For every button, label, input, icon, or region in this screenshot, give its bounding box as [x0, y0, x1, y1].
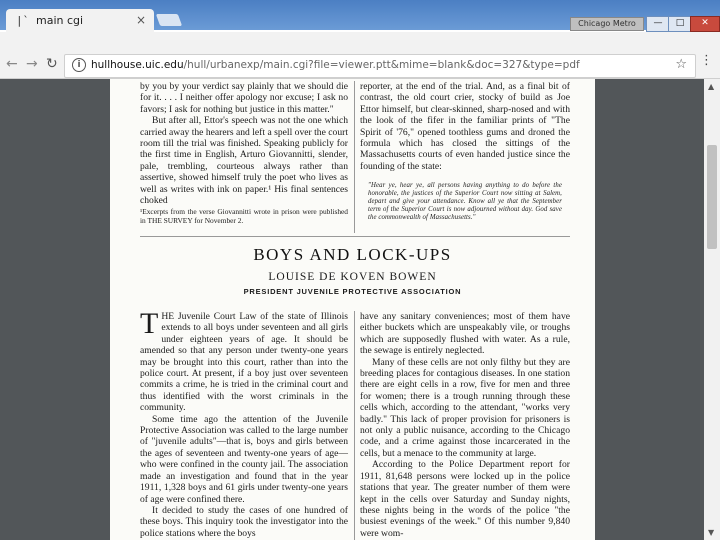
vertical-scrollbar[interactable] — [704, 79, 720, 540]
pdf-page — [110, 79, 595, 540]
drop-cap: T — [140, 307, 159, 340]
pdf-viewer[interactable] — [0, 79, 704, 540]
left-para-2: But after all, Ettor's speech was not the one which carried away the hearers and left a spell over the court room till the trial was finished. Speaking publicly for the first time in English, Arturo Giovannitti, slender, pale, trembling, courteous always rather than assertive, showed himself truly the poet who lives as well as writes with ink on paper.¹ His final sentences choked — [140, 115, 348, 207]
bookmark-star-icon[interactable]: ☆ — [675, 57, 687, 72]
article-left-column — [140, 307, 348, 539]
reload-button[interactable]: ↻ — [46, 56, 58, 72]
window-titlebar — [0, 0, 720, 30]
info-icon[interactable]: i — [72, 58, 86, 72]
maximize-button[interactable]: □ — [668, 16, 692, 32]
close-window-button[interactable]: ✕ — [690, 16, 720, 32]
section-rule — [140, 236, 570, 237]
tab-close-icon[interactable]: × — [135, 13, 146, 27]
court-proclamation-quote: "Hear ye, hear ye, all persons having anything to do before the honorable, the justices of the Superior Court now sitting at Salem, depart and give your attendance. Know all ye that the September term of the Superior Court is now adjourned without day. God save the commonwealth of Massachusetts." — [368, 182, 562, 222]
profile-button[interactable]: Chicago Metro — [570, 17, 644, 31]
back-button[interactable]: ← — [6, 56, 18, 72]
browser-menu-icon[interactable]: ⋮ — [700, 53, 713, 68]
right-para-1: reporter, at the end of the trial. And, as a final bit of contrast, the old court crier, stocky of build as Joe Ettor himself, but clear-skinned, sharp-nosed and with the look of the fifer in the familiar prints of "The Spirit of '76," opened toothless gums and droned the formula which has closed the sittings of the Massachusetts courts of even handed justice since the founding of the state: — [360, 81, 570, 172]
column-divider-top — [354, 81, 355, 233]
forward-button[interactable]: → — [26, 56, 38, 72]
left-para-1: by you by your verdict say plainly that we should die for it. . . . I neither offer apology nor excuse; I ask no favors; I ask for nothing but justice in this matter." — [140, 81, 348, 115]
tab-title: main cgi — [36, 14, 84, 27]
article-author: LOUISE DE KOVEN BOWEN — [268, 271, 437, 283]
right-column-top — [360, 81, 570, 222]
address-bar[interactable] — [64, 54, 696, 78]
scrollbar-thumb[interactable] — [707, 145, 717, 249]
scroll-down-icon[interactable]: ▼ — [708, 528, 715, 537]
article-para-6: According to the Police Department report for 1911, 81,648 persons were locked up in the police stations that year. The greater number of them were kept in the cells over Saturday and Sunday nights, these nights being in the words of the police "the busiest evenings of the week." Of this number 9,840 were wom- — [360, 459, 570, 539]
left-footnote: ¹Excerpts from the verse Giovannitti wrote in prison were published in THE SURVEY for November 2. — [140, 207, 348, 226]
article-para-5: Many of these cells are not only filthy but they are breeding places for contagious diseases. In one station there are eight cells in a row, five for men and three for women; there is a trough running through these cells which, according to the attendant, "works very badly." This lack of proper provision for prisoners is not only a public nuisance, according to the Chicago code, and a crime against those incarcerated in the cells, but a menace to the community at large. — [360, 356, 570, 459]
left-column-top — [140, 81, 348, 226]
article-para-2: Some time ago the attention of the Juvenile Protective Association was called to the large number of "juvenile adults"—that is, boys and girls between the ages of seventeen and twenty-one years of age—who were confined in the county jail. The association made an investigation and found that in the year 1911, 1,328 boys and 61 girls under twenty-one years of age were confined there. — [140, 413, 348, 505]
new-tab-button[interactable] — [156, 14, 182, 26]
article-title: BOYS AND LOCK-UPS — [253, 245, 452, 264]
scroll-up-icon[interactable]: ▲ — [708, 82, 715, 91]
url-path: /hull/urbanexp/main.cgi?file=viewer.ptt&mime=blank&doc=327&type=pdf — [183, 59, 580, 71]
url-text[interactable] — [91, 59, 580, 71]
tab-favicon-icon: |` — [16, 14, 30, 27]
article-right-column — [360, 311, 570, 539]
url-host: hullhouse.uic.edu — [91, 59, 184, 71]
article-para-1: HE Juvenile Court Law of the state of Illinois extends to all boys under seventeen and all girls under eighteen years of age. It should be amended so that any person under twenty-one years may be brought into this court, rather than into the police court. At present, if a boy just over seventeen commits a crime, he is tried in the criminal court and thus identified with the worst criminals in the community. — [140, 311, 348, 414]
column-divider-bottom — [354, 311, 355, 540]
minimize-button[interactable]: — — [646, 16, 670, 32]
browser-tab[interactable] — [6, 9, 154, 33]
article-para-4: have any sanitary conveniences; most of them have either buckets which are unspeakably vile, or troughs which are supposedly flushed with water. As a rule, the sewage is entirely neglected. — [360, 311, 570, 357]
article-para-3: It decided to study the cases of one hundred of these boys. This inquiry took the investigator into the police stations where the boys — [140, 504, 348, 539]
author-role: PRESIDENT JUVENILE PROTECTIVE ASSOCIATION — [243, 287, 462, 296]
